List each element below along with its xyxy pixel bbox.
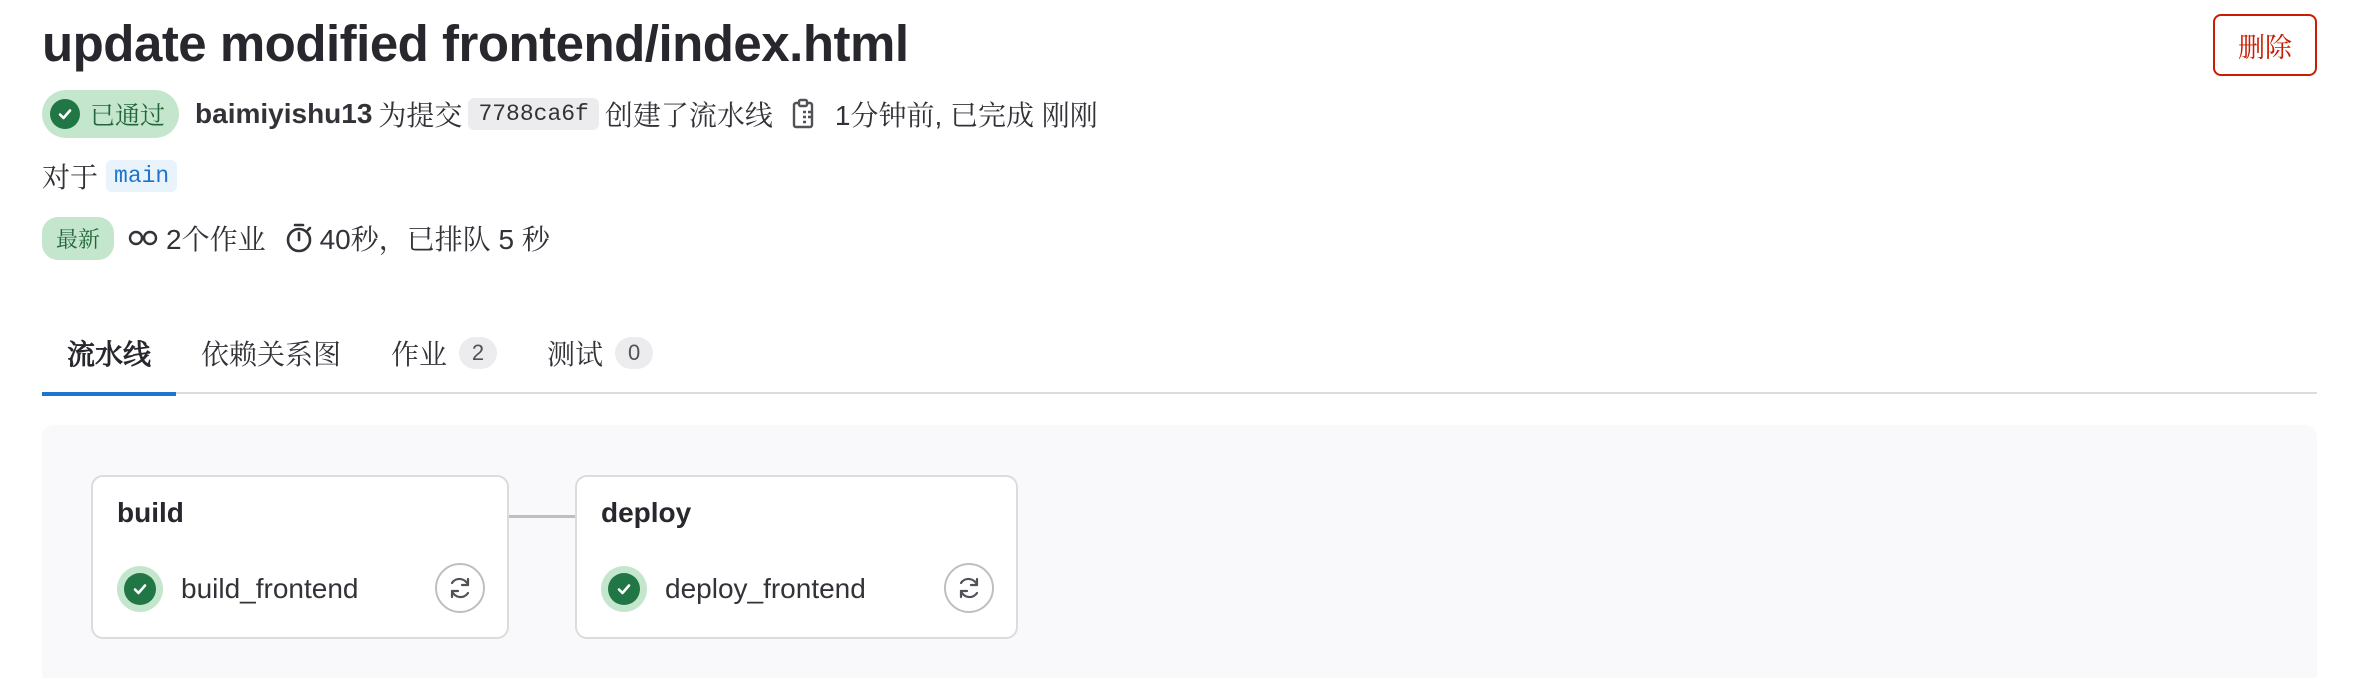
latest-badge: 最新	[42, 217, 114, 260]
retry-build-frontend-button[interactable]	[435, 563, 485, 613]
timer-icon	[284, 222, 314, 254]
tab-tests[interactable]: 测试 0	[522, 312, 678, 394]
jobs-info	[128, 218, 266, 258]
job-build-frontend[interactable]	[117, 563, 358, 615]
job-success-icon	[117, 566, 163, 612]
pipeline-meta	[42, 90, 1098, 138]
stage-connector	[509, 515, 575, 518]
job-success-icon	[601, 566, 647, 612]
stage-title: deploy	[601, 497, 692, 528]
retry-icon	[446, 574, 474, 602]
job-name: deploy_frontend	[665, 573, 866, 604]
ref-row	[42, 156, 177, 196]
jobs-count-badge: 2	[459, 337, 497, 369]
author-link[interactable]: baimiyishu13	[195, 98, 373, 129]
job-deploy-frontend[interactable]	[601, 563, 866, 615]
pipeline-tabs	[42, 312, 2317, 394]
pipeline-graph	[42, 425, 2317, 678]
tab-jobs[interactable]: 作业 2	[366, 312, 522, 394]
ref-prefix: 对于	[42, 162, 99, 193]
status-label: 已通过	[90, 102, 166, 130]
tab-pipeline[interactable]: 流水线	[42, 312, 176, 394]
stage-deploy	[575, 475, 1018, 639]
delete-button[interactable]: 删除	[2213, 14, 2317, 76]
for-commit-text: 为提交	[378, 100, 463, 131]
duration-info	[284, 218, 550, 258]
check-circle-icon	[50, 99, 80, 129]
created-text: 创建了流水线	[604, 100, 773, 131]
duration-text: 40秒，已排队 5 秒	[319, 224, 550, 255]
jobs-count-text: 2个作业	[166, 224, 266, 255]
job-name: build_frontend	[181, 573, 359, 604]
branch-link[interactable]: main	[106, 160, 177, 192]
copy-clipboard-icon[interactable]	[791, 98, 817, 130]
time-text: 1分钟前, 已完成 刚刚	[834, 100, 1098, 131]
stage-build	[91, 475, 509, 639]
tab-dependency-graph[interactable]: 依赖关系图	[201, 339, 342, 370]
page-title: update modified frontend/index.html	[42, 15, 909, 72]
stage-title: build	[117, 497, 184, 528]
commit-sha-link[interactable]: 7788ca6f	[468, 98, 598, 130]
info-row	[42, 216, 568, 260]
tests-count-badge: 0	[615, 337, 653, 369]
pipeline-icon	[128, 226, 160, 250]
retry-icon	[955, 574, 983, 602]
retry-deploy-frontend-button[interactable]	[944, 563, 994, 613]
status-badge[interactable]	[42, 90, 179, 138]
